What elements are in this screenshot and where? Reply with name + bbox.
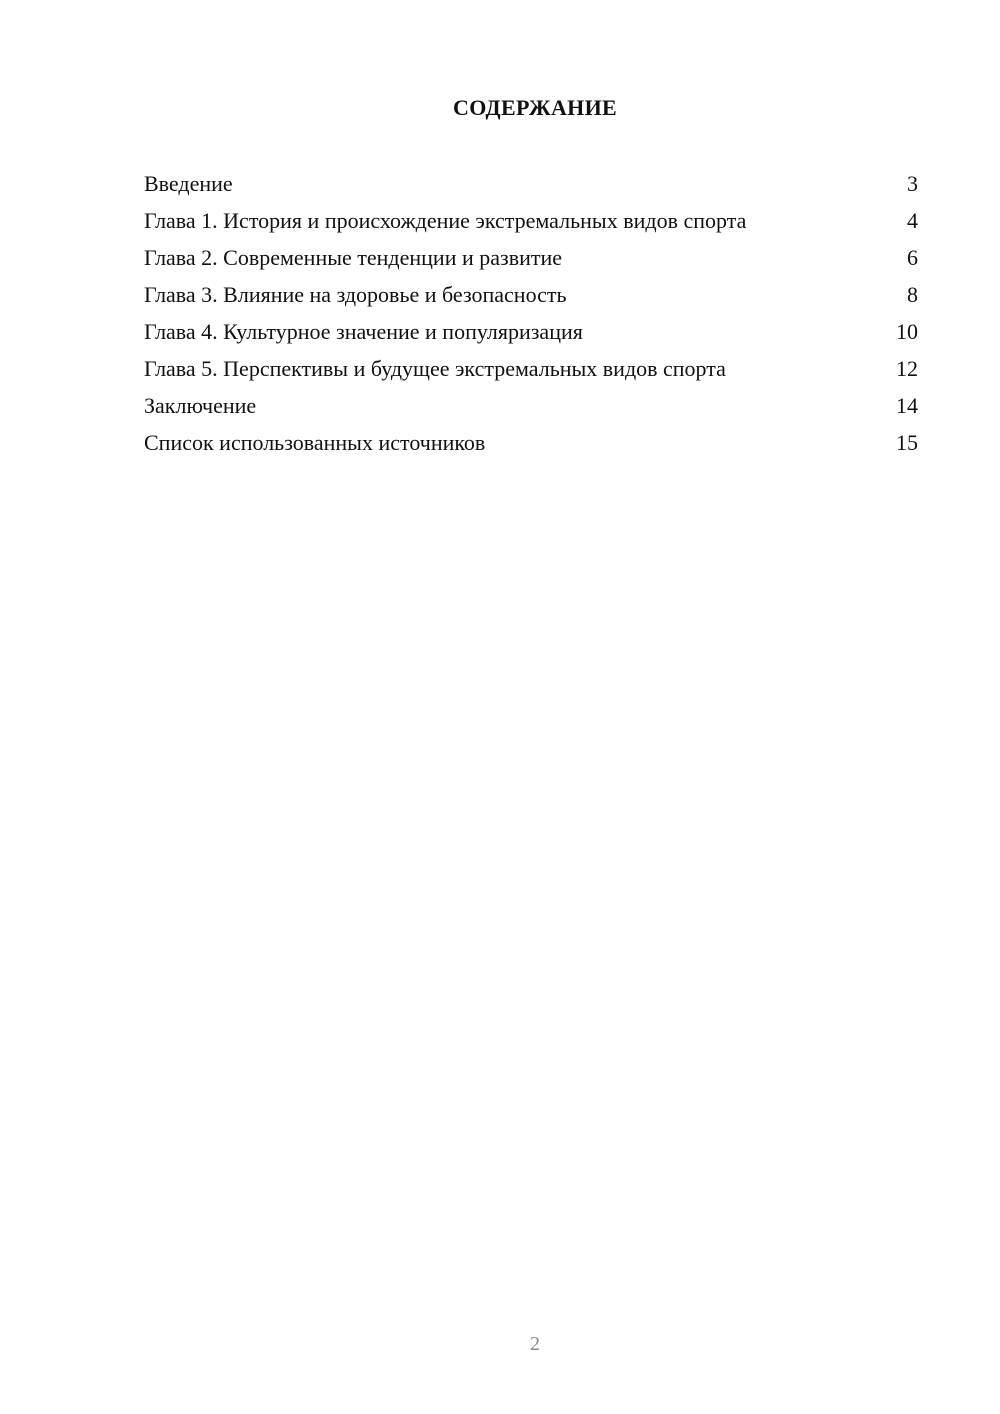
toc-entry-page: 12	[896, 356, 918, 381]
toc-entry	[144, 244, 918, 271]
toc-entry	[144, 318, 918, 345]
toc-entry-label: Глава 3. Влияние на здоровье и безопасность	[144, 282, 567, 307]
toc-entry	[144, 170, 918, 197]
toc-entry-label: Глава 5. Перспективы и будущее экстремальных видов спорта	[144, 356, 726, 381]
page-number: 2	[530, 1333, 540, 1355]
toc-entry	[144, 207, 918, 234]
toc-entry	[144, 355, 918, 382]
toc-entry-label: Введение	[144, 171, 233, 196]
toc-entry-page: 6	[907, 245, 918, 270]
toc-entry-page: 8	[907, 282, 918, 307]
toc-entry-label: Глава 1. История и происхождение экстремальных видов спорта	[144, 208, 747, 233]
toc-entry-page: 15	[896, 430, 918, 455]
toc-entry	[144, 429, 918, 456]
table-of-contents	[144, 170, 918, 466]
toc-entry-label: Глава 2. Современные тенденции и развитие	[144, 245, 563, 270]
toc-entry-page: 3	[907, 171, 918, 196]
toc-entry-page: 4	[907, 208, 918, 233]
toc-entry-page: 10	[896, 319, 918, 344]
toc-title: СОДЕРЖАНИЕ	[453, 95, 617, 120]
toc-entry-label: Заключение	[144, 393, 257, 418]
toc-entry-label: Список использованных источников	[144, 430, 486, 455]
toc-entry-page: 14	[896, 393, 918, 418]
toc-entry-label: Глава 4. Культурное значение и популяризация	[144, 319, 583, 344]
toc-entry	[144, 281, 918, 308]
toc-entry	[144, 392, 918, 419]
